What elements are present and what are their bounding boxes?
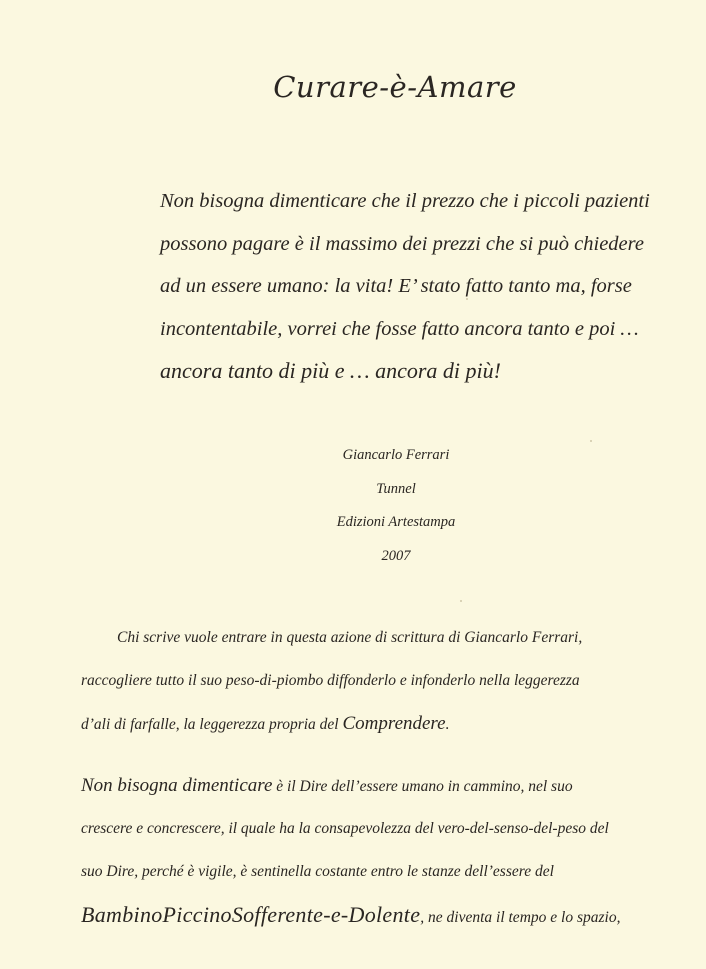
paragraph-2-line-3: suo Dire, perché è vigile, è sentinella costante entro le stanze dell’essere del xyxy=(81,863,554,880)
citation-publisher: Edizioni Artestampa xyxy=(336,514,456,530)
quote-line-4: incontentabile, vorrei che fosse fatto ancora tanto e poi … xyxy=(160,317,639,340)
citation-year: 2007 xyxy=(381,547,411,564)
quote-line-5: ancora tanto di più e … ancora di più! xyxy=(160,358,501,383)
comprendere-emphasis: Comprendere xyxy=(342,713,446,734)
quote-line-3: ad un essere umano: la vita! E’ stato fatto tanto ma, forse xyxy=(160,275,632,297)
paragraph-2-line-1-text: è il Dire dell’essere umano in cammino, nel suo xyxy=(272,778,573,795)
paragraph-2-line-4-text: , ne diventa il tempo e lo spazio, xyxy=(420,909,621,926)
paragraph-1-line-3-text: d’ali di farfalle, la leggerezza propria del xyxy=(81,716,343,733)
paragraph-1-line-3 xyxy=(81,702,661,745)
paragraph-1-line-1: Chi scrive vuole entrare in questa azione di scrittura di Giancarlo Ferrari, xyxy=(117,629,583,646)
quote-line-2: possono pagare è il massimo dei prezzi che si può chiedere xyxy=(160,232,644,255)
citation xyxy=(196,440,596,574)
paper-speck xyxy=(590,440,592,442)
page-title: Curare-è-Amare xyxy=(273,70,517,104)
paragraph-2 xyxy=(81,764,661,936)
paper-speck xyxy=(460,600,462,602)
quote-line-1: Non bisogna dimenticare che il prezzo che i piccoli pazienti xyxy=(160,190,650,212)
epigraph-quote xyxy=(160,180,680,393)
non-bisogna-emphasis: Non bisogna dimenticare xyxy=(81,775,273,796)
paragraph-2-line-4 xyxy=(81,893,661,936)
paragraph-1 xyxy=(81,616,661,745)
bambino-emphasis: BambinoPiccinoSofferente-e-Dolente xyxy=(81,902,421,927)
paragraph-1-line-3-end: . xyxy=(445,716,450,733)
paragraph-2-line-1 xyxy=(81,764,661,807)
citation-author: Giancarlo Ferrari xyxy=(342,447,450,463)
paragraph-2-line-2: crescere e concrescere, il quale ha la consapevolezza del vero-del-senso-del-peso del xyxy=(81,820,609,837)
citation-work: Tunnel xyxy=(376,480,416,497)
paper-speck xyxy=(466,298,468,300)
paragraph-1-line-2: raccogliere tutto il suo peso-di-piombo diffonderlo e infonderlo nella leggerezza xyxy=(81,672,580,689)
